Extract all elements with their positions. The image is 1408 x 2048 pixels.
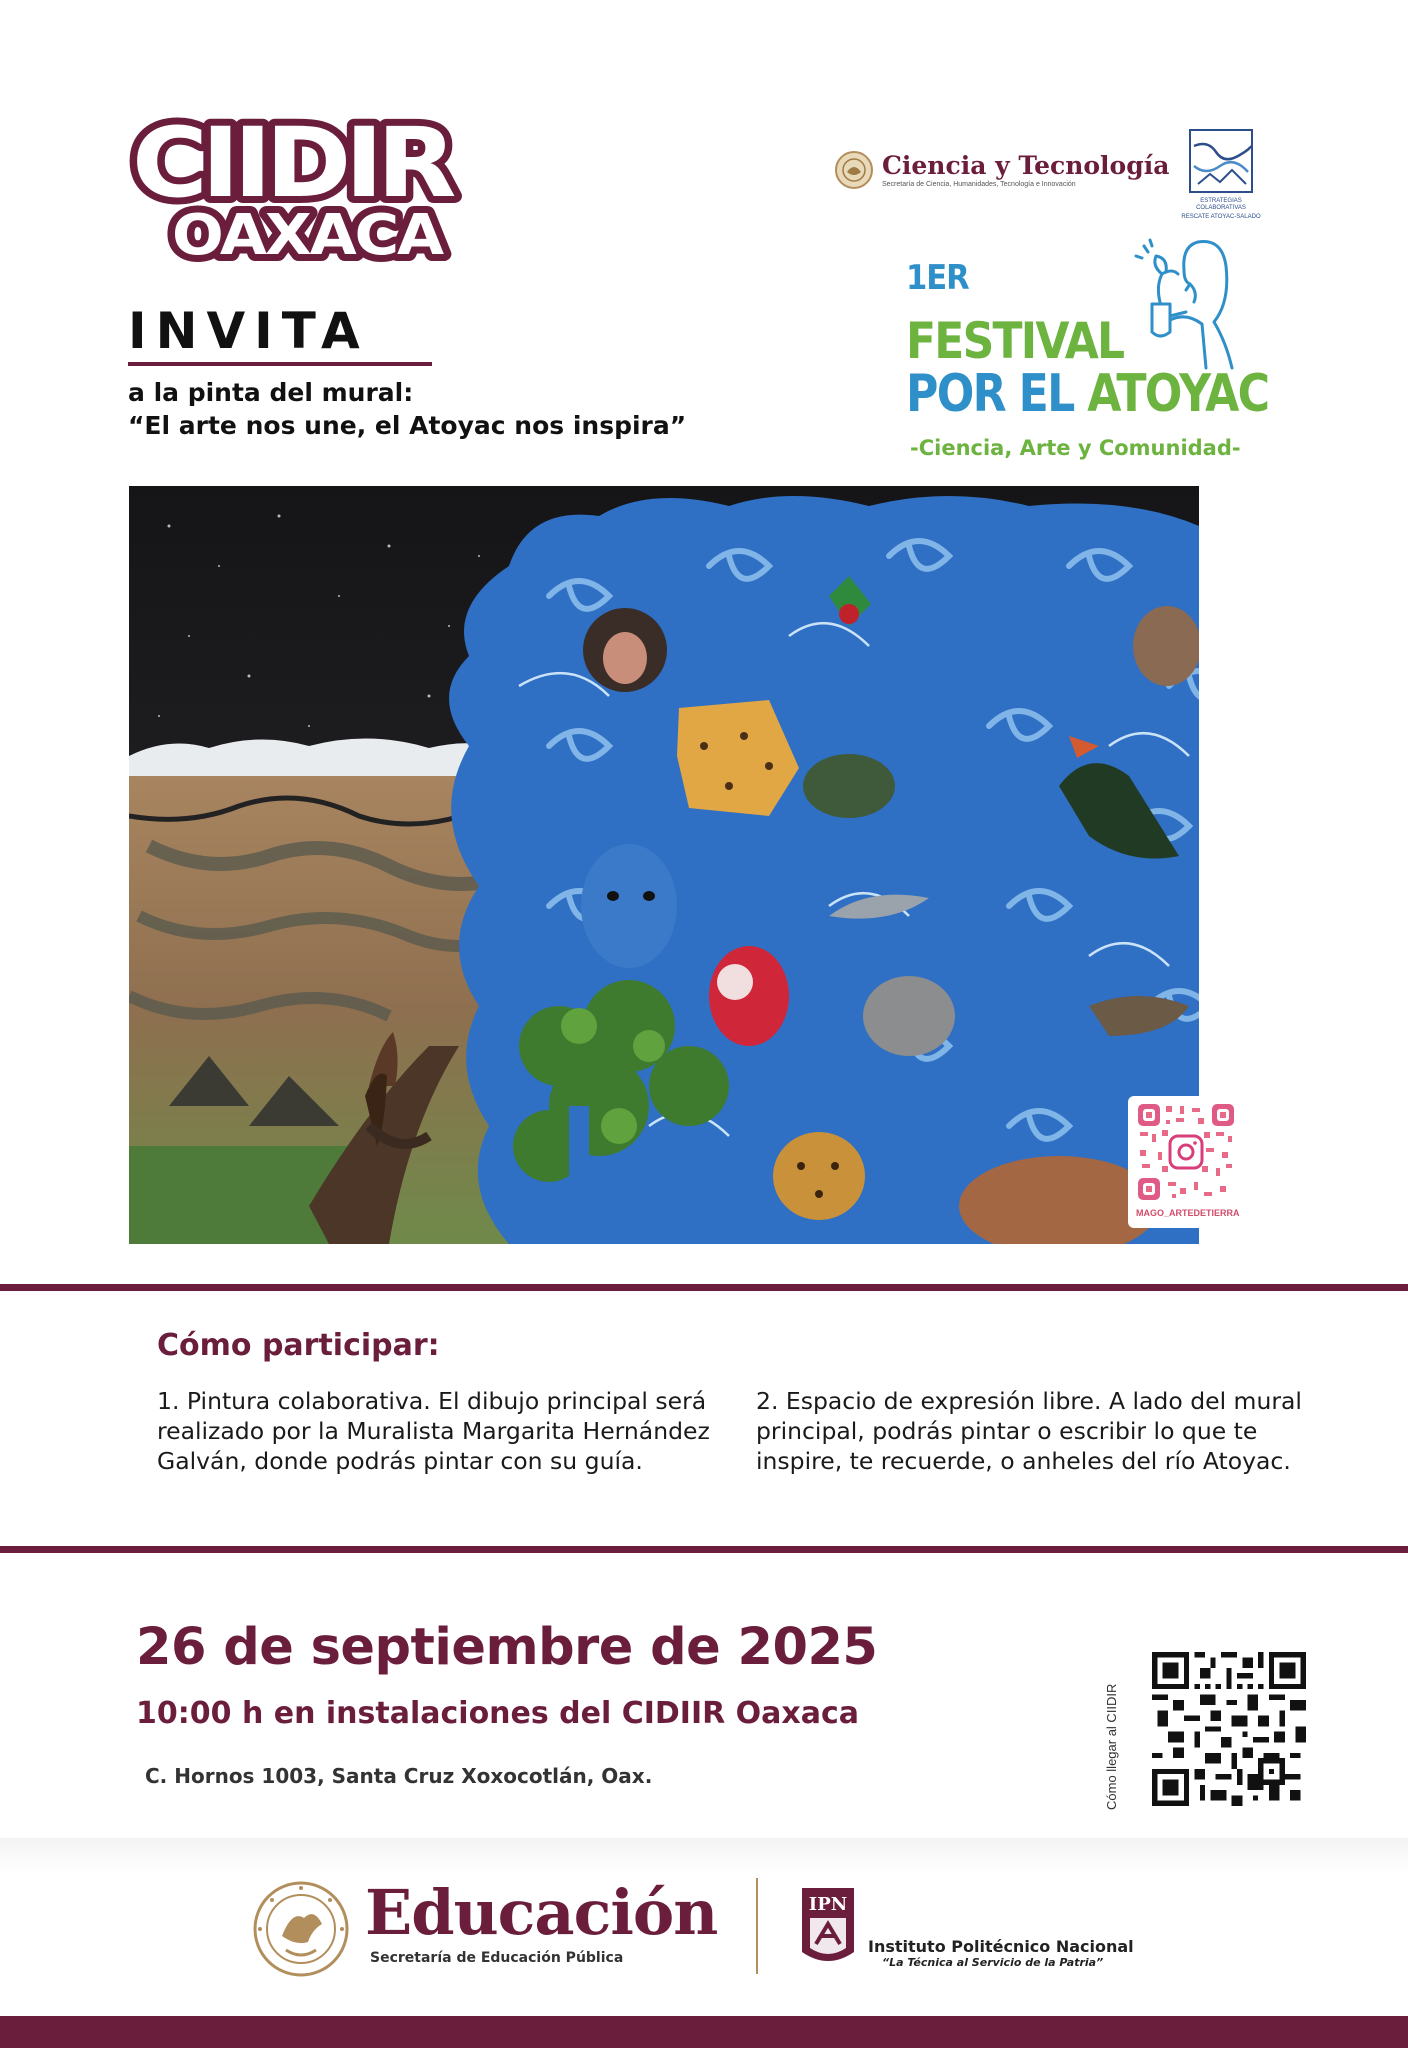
invita-subtitle	[128, 376, 686, 442]
ipn-name: Instituto Politécnico Nacional	[868, 1937, 1134, 1956]
logo-line2: OAXACA	[172, 203, 445, 263]
festival-logo	[906, 232, 1269, 468]
event-address: C. Hornos 1003, Santa Cruz Xoxocotlán, Oax.	[145, 1764, 653, 1788]
estrategias-line2: RESCATE ATOYAC-SALADO	[1181, 214, 1261, 220]
section-divider-top	[0, 1284, 1408, 1291]
estrategias-line1: ESTRATEGIAS COLABORATIVAS	[1196, 198, 1246, 211]
event-date: 26 de septiembre de 2025	[136, 1618, 878, 1677]
ciencia-tecnologia-logo	[834, 150, 1169, 190]
map-qr-code[interactable]	[1152, 1652, 1306, 1806]
ipn-motto: “La Técnica al Servicio de la Patria”	[882, 1956, 1104, 1969]
festival-atoyac: ATOYAC	[1087, 364, 1269, 424]
ipn-mark: IPN	[808, 1894, 848, 1915]
festival-line2	[906, 364, 1268, 424]
bottom-band	[0, 2016, 1408, 2048]
instagram-handle: MAGO_ARTEDETIERRA	[1136, 1208, 1240, 1218]
estrategias-colaborativas-logo	[1178, 126, 1264, 221]
como-participar-title: Cómo participar:	[157, 1328, 440, 1363]
invita-sub-line1: a la pinta del mural:	[128, 378, 414, 407]
footer-divider	[756, 1878, 758, 1974]
participation-item-1: 1. Pintura colaborativa. El dibujo principal será realizado por la Muralista Margarita Hernández Galván, donde podrás pintar con su guía.	[157, 1387, 710, 1475]
mexico-seal-icon	[834, 150, 874, 190]
event-time-location: 10:00 h en instalaciones del CIDIIR Oaxaca	[136, 1696, 860, 1731]
festival-word: FESTIVAL	[906, 312, 1124, 370]
logo-line1: CIIDIR	[132, 108, 455, 219]
woman-watering-plant-icon	[1086, 232, 1236, 372]
instagram-qr-code[interactable]	[1136, 1102, 1236, 1202]
educacion-title: Educación	[365, 1876, 718, 1949]
sep-subtitle: Secretaría de Educación Pública	[370, 1950, 624, 1966]
invita-underline	[128, 362, 432, 366]
invita-heading: INVITA	[128, 302, 369, 360]
instagram-qr-card[interactable]	[1128, 1096, 1244, 1228]
festival-tagline: -Ciencia, Arte y Comunidad-	[910, 436, 1241, 460]
participation-item-2: 2. Espacio de expresión libre. A lado del mural principal, podrás pintar o escribir lo que te inspire, te recuerde, o anheles del río Atoyac.	[756, 1387, 1302, 1475]
map-qr-label: Cómo llegar al CIIDIR	[1104, 1683, 1119, 1810]
mexico-national-seal-icon	[252, 1880, 350, 1978]
mural-painting	[129, 486, 1264, 1244]
ipn-logo	[796, 1878, 860, 1972]
cidiir-oaxaca-logo	[128, 108, 463, 263]
cyt-title: Ciencia y Tecnología	[882, 151, 1170, 180]
festival-por-el: POR EL	[906, 364, 1074, 424]
section-divider-bottom	[0, 1546, 1408, 1553]
river-map-icon	[1186, 126, 1256, 196]
festival-ordinal: 1ER	[906, 258, 969, 298]
invita-sub-line2: “El arte nos une, el Atoyac nos inspira”	[128, 411, 687, 440]
cyt-subtitle: Secretaría de Ciencia, Humanidades, Tecnología e Innovación	[882, 181, 1076, 188]
